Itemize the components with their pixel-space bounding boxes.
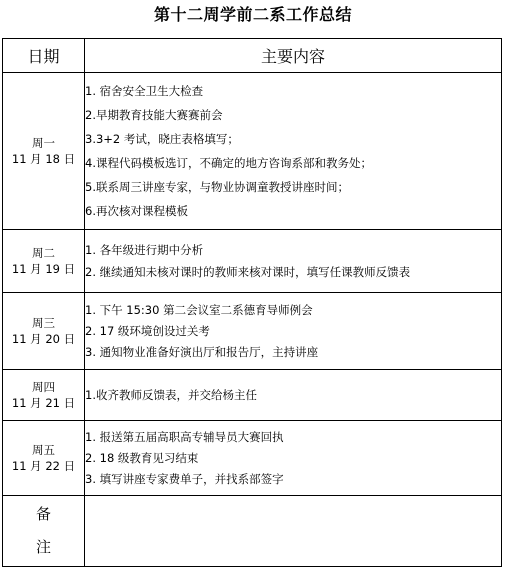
task-item: 2. 继续通知未核对课时的教师来核对课时，填写任课教师反馈表 <box>85 264 411 279</box>
day-label: 周三 <box>32 316 55 330</box>
date-label: 11 月 20 日 <box>11 332 76 346</box>
day-label: 周二 <box>32 246 55 260</box>
table-row-friday <box>3 421 502 496</box>
task-item: 1. 各年级进行期中分析 <box>85 242 204 257</box>
content-cell <box>85 293 502 370</box>
day-label: 周四 <box>32 380 55 394</box>
table-row-remarks <box>3 496 502 567</box>
date-cell <box>3 73 85 230</box>
remarks-label-cell <box>3 496 85 567</box>
content-cell <box>85 421 502 496</box>
content-cell <box>85 370 502 421</box>
task-item: 2. 18 级教育见习结束 <box>85 450 199 465</box>
date-cell <box>3 293 85 370</box>
task-item: 4.课程代码模板选订，不确定的地方咨询系部和教务处； <box>85 155 372 170</box>
task-item: 3. 通知物业准备好演出厅和报告厅，主持讲座 <box>85 344 319 359</box>
remarks-label-line1: 备 <box>35 505 51 523</box>
table-row-tuesday <box>3 230 502 293</box>
task-item: 5.联系周三讲座专家，与物业协调童教授讲座时间； <box>85 179 349 194</box>
page-title: 第十二周学前二系工作总结 <box>153 5 352 24</box>
header-date: 日期 <box>3 39 85 73</box>
date-label: 11 月 18 日 <box>11 152 76 166</box>
task-item: 3. 填写讲座专家费单子，并找系部签字 <box>85 471 284 486</box>
date-cell <box>3 370 85 421</box>
date-label: 11 月 22 日 <box>11 459 76 473</box>
task-item: 2. 17 级环境创设过关考 <box>85 323 210 338</box>
header-content: 主要内容 <box>85 39 502 73</box>
task-item: 1. 宿舍安全卫生大检查 <box>85 83 204 98</box>
day-label: 周五 <box>32 443 55 457</box>
task-item: 1. 报送第五届高职高专辅导员大赛回执 <box>85 429 284 444</box>
content-cell <box>85 73 502 230</box>
remarks-label-line2: 注 <box>35 538 51 556</box>
task-item: 6.再次核对课程模板 <box>85 203 188 218</box>
date-label: 11 月 21 日 <box>11 396 76 410</box>
table-row-thursday <box>3 370 502 421</box>
day-label: 周一 <box>32 136 55 150</box>
date-cell <box>3 230 85 293</box>
task-item: 1. 下午 15:30 第二会议室二系德育导师例会 <box>85 302 313 317</box>
task-item: 1.收齐教师反馈表，并交给杨主任 <box>85 387 257 402</box>
table-row-monday <box>3 73 502 230</box>
schedule-table <box>2 38 502 567</box>
content-cell <box>85 230 502 293</box>
table-header-row <box>3 39 502 73</box>
remarks-content-cell <box>85 496 502 567</box>
task-item: 3.3+2 考试，晓庄表格填写； <box>85 131 239 146</box>
table-row-wednesday <box>3 293 502 370</box>
date-label: 11 月 19 日 <box>11 262 76 276</box>
date-cell <box>3 421 85 496</box>
task-item: 2.早期教育技能大赛赛前会 <box>85 107 223 122</box>
